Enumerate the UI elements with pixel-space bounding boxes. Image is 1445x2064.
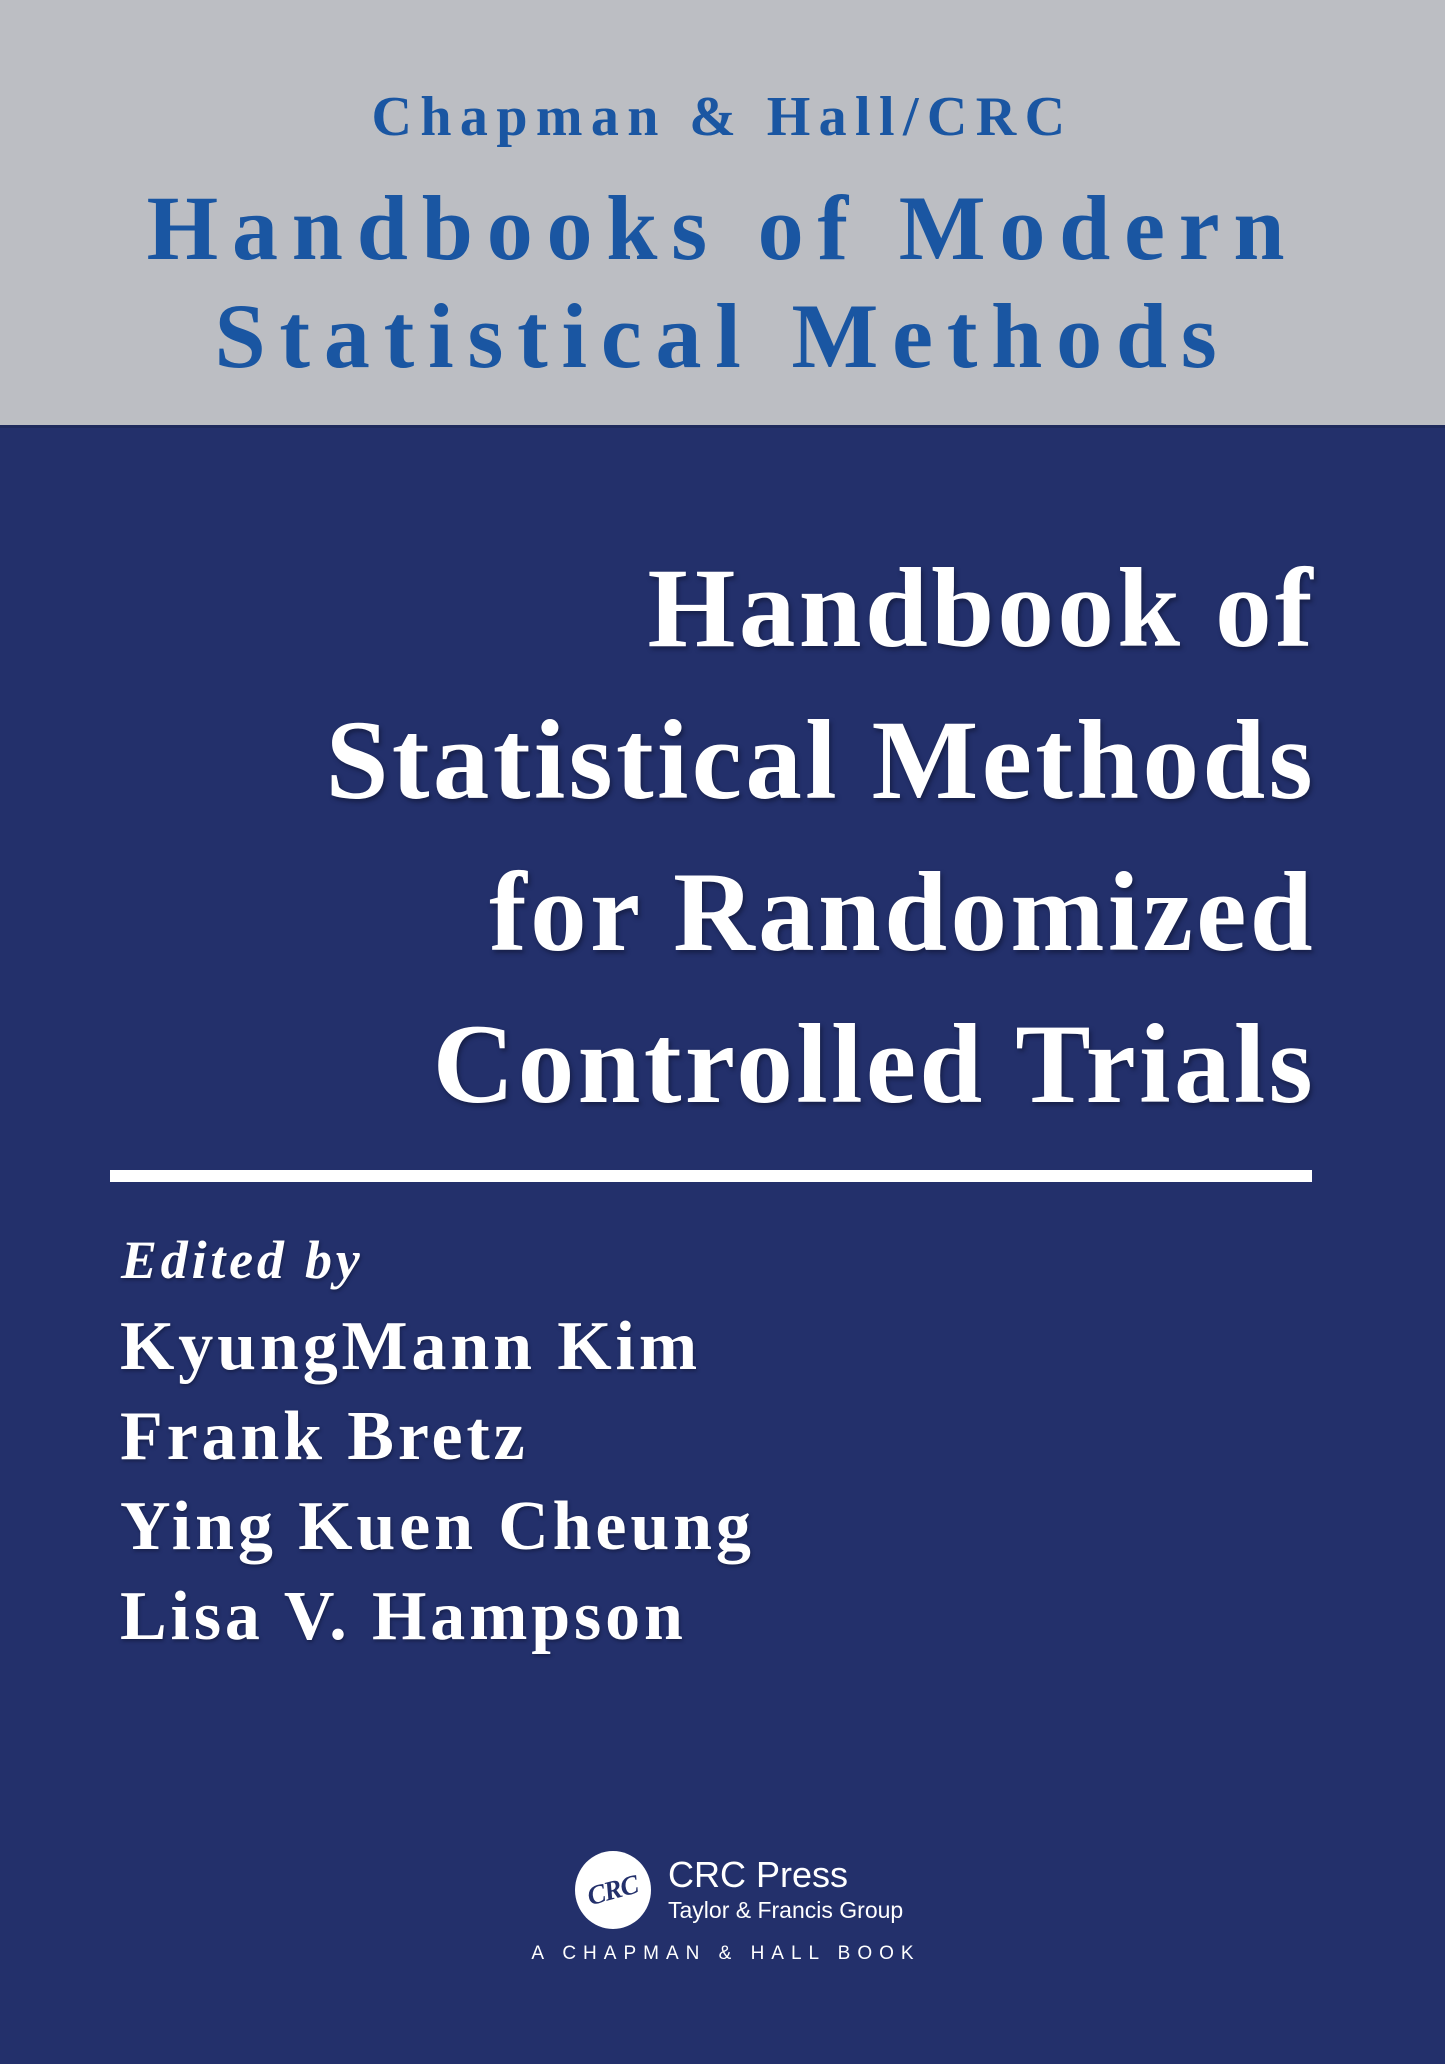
title-line-1: Handbook of xyxy=(647,546,1316,671)
editor-names xyxy=(120,1302,755,1662)
book-title xyxy=(326,533,1316,1141)
title-line-3: for Randomized xyxy=(489,850,1316,975)
divider-rule xyxy=(110,1170,1312,1182)
editor-name-2: Frank Bretz xyxy=(120,1398,529,1475)
publisher-name: CRC Press xyxy=(668,1854,849,1895)
title-line-4: Controlled Trials xyxy=(432,1002,1316,1127)
imprint-line: A CHAPMAN & HALL BOOK xyxy=(531,1943,921,1964)
publisher-group: Taylor & Francis Group xyxy=(668,1897,904,1923)
crc-monogram: CRC xyxy=(584,1868,642,1911)
crc-logo-icon xyxy=(575,1851,651,1929)
edited-by-label: Edited by xyxy=(121,1230,364,1290)
series-banner xyxy=(0,0,1445,428)
series-publisher-line: Chapman & Hall/CRC xyxy=(371,86,1074,148)
editor-name-4: Lisa V. Hampson xyxy=(120,1578,687,1655)
title-line-2: Statistical Methods xyxy=(325,698,1316,823)
series-title-line-2: Statistical Methods xyxy=(214,285,1231,387)
editor-name-1: KyungMann Kim xyxy=(120,1308,701,1385)
series-title-line-1: Handbooks of Modern xyxy=(146,177,1299,279)
editor-name-3: Ying Kuen Cheung xyxy=(120,1488,755,1565)
